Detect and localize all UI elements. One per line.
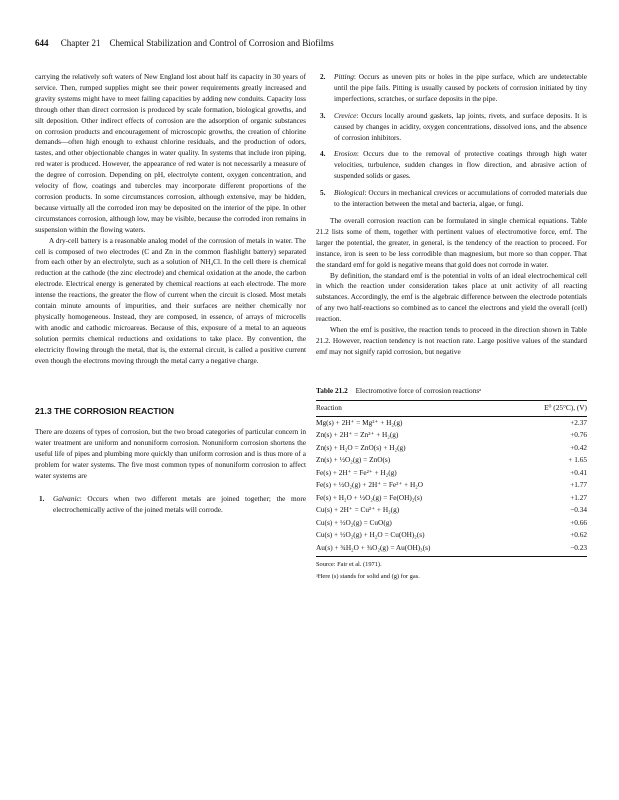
emf-cell: +1.77 xyxy=(570,480,587,490)
emf-cell: +0.76 xyxy=(570,430,587,440)
reaction-cell: Au(s) + ¾H₂O + ¾O₂(g) = Au(OH)₃(s) xyxy=(316,542,513,557)
list-term: Pitting xyxy=(334,72,354,81)
running-header xyxy=(35,38,334,48)
table-row xyxy=(316,429,587,442)
table-row xyxy=(316,542,587,557)
list-item xyxy=(316,111,587,144)
list-number: 1. xyxy=(39,493,45,503)
reaction-cell: Zn(s) + ½O₂(g) = ZnO(s) xyxy=(316,455,391,465)
table-row xyxy=(316,479,587,492)
emf-cell: +1.27 xyxy=(570,492,587,502)
emf-cell: −0.34 xyxy=(570,505,587,515)
emf-cell: + 1.65 xyxy=(568,455,587,465)
emf-cell: +0.41 xyxy=(570,467,587,477)
chapter-label: Chapter 21 xyxy=(60,38,101,48)
list-term: Crevice xyxy=(334,110,357,120)
table-row xyxy=(316,517,587,530)
table-footnote: ᵃHere (s) stands for solid and (g) for gas. xyxy=(316,573,420,581)
list-text: : Occurs as uneven pits or holes in the pipe surface, which are undetectable until the pipe fails. Pitting is usually caused by pockets of corrosion initiated by tiny imperfections, scratches, or surface deposits in the pipe. xyxy=(334,72,587,103)
emf-cell: +2.37 xyxy=(570,417,587,427)
paragraph: By definition, the standard emf is the potential in volts of an ideal electrochemical cell in which the reaction under consideration takes place at unit activity of all reacting substances. Accordingly, the emf is the algebraic difference between the electrode potentials of any two half-reactions so combined as to cancel the electrons and yield the overall (cell) reaction. xyxy=(316,270,587,324)
table-row xyxy=(316,442,587,455)
reaction-cell: Fe(s) + 2H⁺ = Fe²⁺ + H₂(g) xyxy=(316,467,397,477)
list-item xyxy=(316,188,587,210)
list-term: Galvanic xyxy=(53,493,80,503)
list-number: 2. xyxy=(320,72,326,81)
reaction-cell: Cu(s) + ½O₂(g) + H₂O = Cu(OH)₂(s) xyxy=(316,530,425,540)
column-header-reaction: Reaction xyxy=(316,401,513,416)
section-heading: 21.3 THE CORROSION REACTION xyxy=(35,406,174,417)
table-label: Table 21.2 xyxy=(316,385,348,395)
table-header-row xyxy=(316,401,587,416)
paragraph: A dry-cell battery is a reasonable analog model of the corrosion of metals in water. The cell is composed of two electrodes (C and Zn in the common flashlight battery) separated from each other by an electrolyte, such as a solution of NH₄Cl. In the cell there is chemical reduction at the cathode (the zinc electrode) and chemical oxidation at the anode, the carbon electrode. Electrical energy is generated by chemical reactions at each electrode. The more intense the reactions, the greater the flow of current when the circuit is closed. Most metals contain minute amounts of impurities, and their surfaces are neither chemically nor physically homogeneous. Instead, they are composed, in essence, of arrays of microcells with anodic and cathodic microareas. Because of this, exposure of a metal to an aqueous solution permits chemical reductions and oxidations to take place. By convention, the electricity flowing through the metal, that is, the external circuit, is called a positive current even though the electrons moving through the metal carry a negative charge. xyxy=(35,235,306,365)
reaction-cell: Fe(s) + H₂O + ½O₂(g) = Fe(OH)₂(s) xyxy=(316,492,423,502)
list-term: Biological xyxy=(334,188,365,198)
reaction-cell: Zn(s) + H₂O = ZnO(s) + H₂(g) xyxy=(316,442,406,452)
list-term: Erosion xyxy=(334,149,357,159)
table-body xyxy=(316,416,587,557)
list-number: 3. xyxy=(320,110,326,120)
emf-cell: +0.66 xyxy=(570,517,587,527)
list-item xyxy=(316,149,587,182)
paragraph: There are dozens of types of corrosion, but the two broad categories of particular concern in water treatment are uniform and nonuniform corrosion. Nonuniform corrosion shortens the useful life of pipes and plumbing more quickly than uniform corrosion and is thus more of a problem for water systems. The five most common types of nonuniform corrosion to affect water systems are xyxy=(35,427,306,480)
table-row xyxy=(316,454,587,467)
emf-cell: +0.42 xyxy=(570,442,587,452)
list-text: : Occurs in mechanical crevices or accumulations of corroded materials due to the interaction between the metal and bacteria, algae, or fungi. xyxy=(334,188,587,209)
reaction-cell: Mg(s) + 2H⁺ = Mg²⁺ + H₂(g) xyxy=(316,417,403,427)
corrosion-type-list xyxy=(316,72,587,210)
reaction-cell: Cu(s) + ½O₂(g) = CuO(g) xyxy=(316,517,392,527)
list-text: : Occurs locally around gaskets, lap joints, rivets, and surface deposits. It is caused by changes in acidity, oxygen concentrations, dissolved ions, and the absence of corrosion inhibitors. xyxy=(334,110,587,142)
table-caption xyxy=(316,386,587,401)
right-column xyxy=(316,72,587,581)
page-number: 644 xyxy=(35,38,49,48)
chapter-title: Chemical Stabilization and Control of Corrosion and Biofilms xyxy=(109,38,334,48)
table-row xyxy=(316,492,587,505)
paragraph: carrying the relatively soft waters of New England lost about half its capacity in 30 years of service. Then, rumped supplies might see their power requirements greatly increased and gravity systems might have to meet failing capacities by adding new conduits. Capacity loss through other than direct corrosion is produced by scale formation, biological growths, and silt deposition. Other indirect effects of corrosion are the adsorption of organic substances on corrosion products and encouragement of microscopic growths, the creation of chlorine demands—often high enough to exhaust chlorine residuals, and the production of odors, tastes, and other objectionable changes in water quality. In systems that include iron piping, red water is produced. However, the appearance of red water is not necessarily a measure of the degree of corrosion. Depending on pH, electrolyte content, oxygen concentration, and velocity of flow, coatings and tubercles may incorporate different proportions of the corrosion products. In some circumstances corrosion, although extensive, may be hidden, because virtually all the corroded iron may be deposited on the interior of the pipe. In other circumstances corrosion, although low, may be visible, because the corroded iron remains in suspension within the flowing waters. xyxy=(35,72,306,234)
paragraph: The overall corrosion reaction can be formulated in single chemical equations. Table 21.2 lists some of them, together with pertinent values of electromotive force, emf. The larger the potential, the greater, in general, is the tendency of the reaction to proceed. For instance, iron is seen to be less corrodible than magnesium, but more so than copper. That the standard emf for gold is negative means that gold does not corrode in water. xyxy=(316,215,587,269)
left-column xyxy=(35,72,306,522)
emf-table xyxy=(316,401,587,557)
list-number: 5. xyxy=(320,188,326,198)
list-number: 4. xyxy=(320,149,326,159)
reaction-cell: Zn(s) + 2H⁺ = Zn²⁺ + H₂(g) xyxy=(316,430,399,440)
paragraph: When the emf is positive, the reaction tends to proceed in the direction shown in Table 21.2. However, reaction tendency is not reaction rate. Large positive values of the standard emf may not signify rapid corrosion, but negative xyxy=(316,325,587,356)
list-item xyxy=(35,494,306,516)
table-row xyxy=(316,467,587,480)
column-header-emf: E⁰ (25°C), (V) xyxy=(513,401,587,416)
list-text: : Occurs when two different metals are joined together; the more electrochemically active of the joined metals will corrode. xyxy=(53,493,306,514)
table-row xyxy=(316,416,587,429)
table-source: Source: Fair et al. (1971). xyxy=(316,561,382,569)
reaction-cell: Fe(s) + ½O₂(g) + 2H⁺ = Fe²⁺ + H₂O xyxy=(316,480,424,490)
emf-cell: −0.23 xyxy=(513,542,587,557)
list-text: : Occurs due to the removal of protective coatings through high water velocities, turbulence, sudden changes in flow direction, and abrasive action of suspended solids or gases. xyxy=(334,149,587,181)
emf-cell: +0.62 xyxy=(570,530,587,540)
table-row xyxy=(316,504,587,517)
list-item xyxy=(316,72,587,105)
reaction-cell: Cu(s) + 2H⁺ = Cu²⁺ + H₂(g) xyxy=(316,505,400,515)
table-caption-text: Electromotive force of corrosion reactionsᵃ xyxy=(355,385,482,395)
corrosion-type-list xyxy=(35,494,306,516)
table-row xyxy=(316,529,587,542)
